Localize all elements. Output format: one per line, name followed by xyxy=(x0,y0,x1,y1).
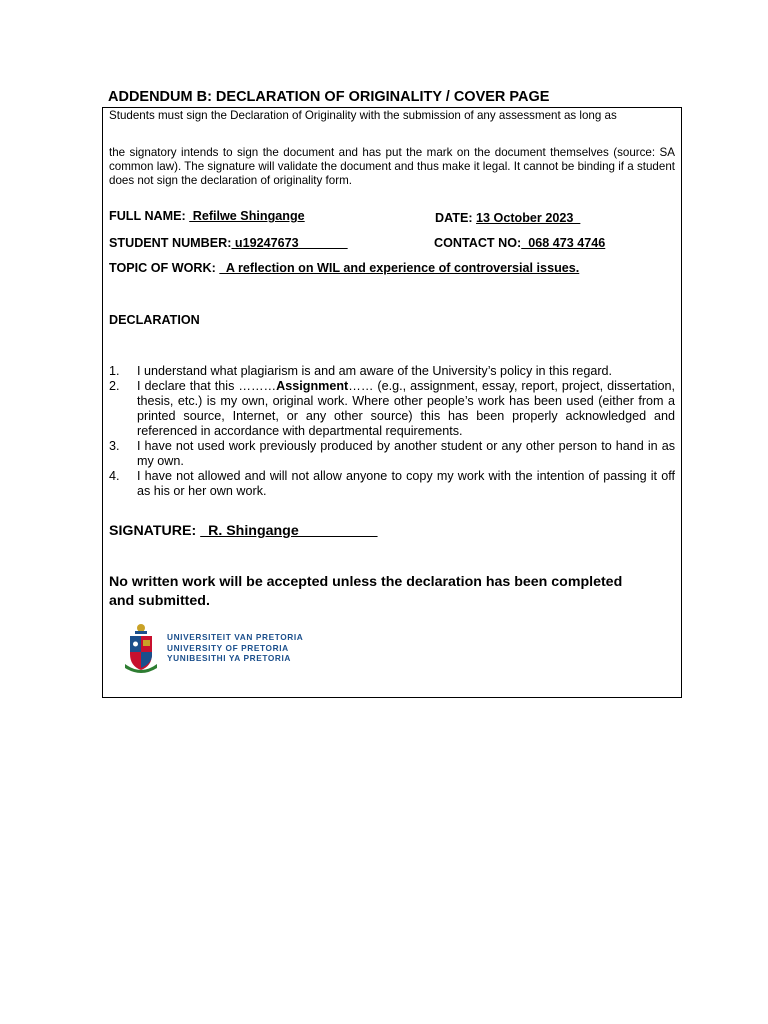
student-number-value: u19247673 xyxy=(231,236,348,250)
logo-line-1: UNIVERSITEIT VAN PRETORIA xyxy=(167,632,304,642)
contact-label: CONTACT NO: xyxy=(434,236,522,250)
declaration-item-2 xyxy=(109,379,675,439)
item-text-pre: I declare that this ……… xyxy=(137,379,277,393)
full-name-field xyxy=(109,209,305,223)
date-field xyxy=(435,211,580,225)
university-name-text xyxy=(167,632,303,664)
signature-field xyxy=(109,523,378,539)
date-value: 13 October 2023 xyxy=(476,211,581,225)
declaration-title: DECLARATION xyxy=(109,313,200,327)
item-text-bold: Assignment xyxy=(276,379,349,393)
contact-value: 068 473 4746 xyxy=(521,236,606,250)
contact-field xyxy=(434,236,605,250)
signature-value: R. Shingange xyxy=(200,523,378,539)
signature-label: SIGNATURE: xyxy=(109,523,197,539)
item-text: I have not allowed and will not allow anyone to copy my work with the intention of passing it off as his or her own work. xyxy=(137,469,675,498)
topic-value: A reflection on WIL and experience of controversial issues. xyxy=(219,261,580,275)
declaration-item-1 xyxy=(109,364,675,379)
student-number-field xyxy=(109,236,348,250)
item-text-post: …… (e.g., assignment, essay, report, project, dissertation, thesis, etc.) is my own, original work. Where other people’s work has been used (either from a printed source, Internet, or any other source) this has been properly acknowledged and referenced in accordance with departmental requirements. xyxy=(137,379,675,438)
university-crest-icon xyxy=(121,622,161,676)
item-number: 1. xyxy=(109,364,120,378)
item-number: 2. xyxy=(109,379,120,393)
university-logo xyxy=(121,622,321,680)
item-number: 4. xyxy=(109,469,120,483)
declaration-item-3 xyxy=(109,439,675,469)
declaration-form xyxy=(102,107,682,698)
logo-line-3: YUNIBESITHI YA PRETORIA xyxy=(167,653,291,663)
intro-paragraph-2: the signatory intends to sign the document and has put the mark on the document themselves (source: SA common law). The signature will validate the document and thus make it legal. It cannot be binding if a student does not sign the declaration of originality form. xyxy=(109,146,675,187)
submission-notice: No written work will be accepted unless the declaration has been completed and submitted. xyxy=(109,574,623,609)
declaration-list xyxy=(109,364,675,516)
page-heading: ADDENDUM B: DECLARATION OF ORIGINALITY / COVER PAGE xyxy=(108,89,550,105)
item-text: I understand what plagiarism is and am aware of the University’s policy in this regard. xyxy=(137,364,613,378)
date-label: DATE: xyxy=(435,211,473,225)
item-number: 3. xyxy=(109,439,120,453)
item-text: I have not used work previously produced by another student or any other person to hand in as my own. xyxy=(137,439,675,468)
intro-line-1: Students must sign the Declaration of Originality with the submission of any assessment as long as xyxy=(109,109,617,122)
full-name-value: Refilwe Shingange xyxy=(189,209,305,223)
topic-field xyxy=(109,261,579,275)
student-number-label: STUDENT NUMBER: xyxy=(109,236,232,250)
topic-label: TOPIC OF WORK: xyxy=(109,261,216,275)
declaration-item-4 xyxy=(109,469,675,499)
logo-line-2: UNIVERSITY OF PRETORIA xyxy=(167,642,289,653)
full-name-label: FULL NAME: xyxy=(109,209,186,223)
